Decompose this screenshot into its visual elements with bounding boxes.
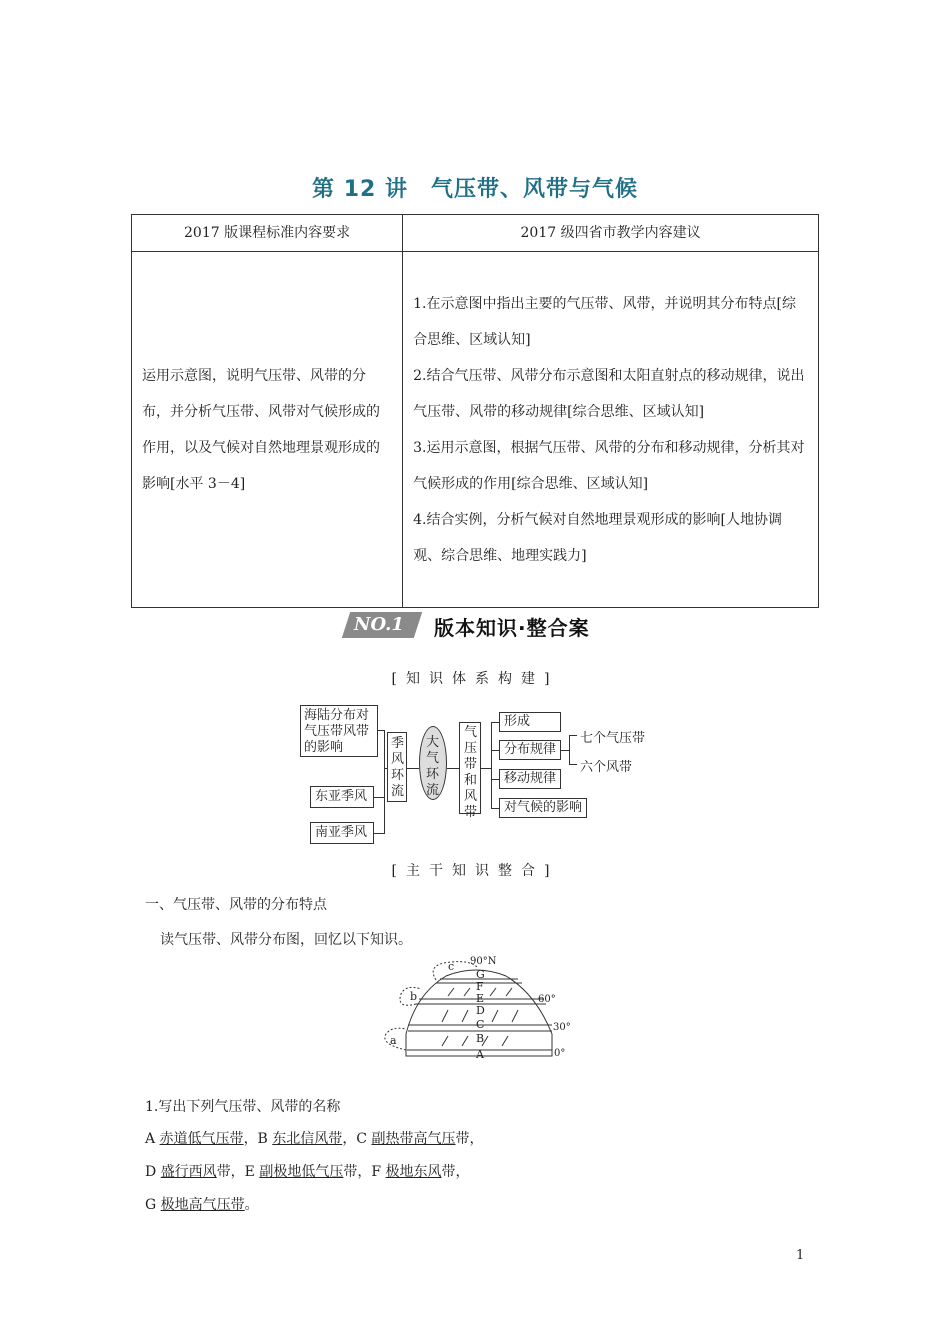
circulation-label: c	[448, 960, 455, 973]
answer-line-3	[145, 1194, 259, 1214]
answer-text: A	[145, 1131, 160, 1147]
answer-text: 带，E	[216, 1164, 260, 1180]
answer-line-2	[145, 1161, 470, 1181]
concept-formation: 形成	[499, 712, 561, 732]
suggestion-item: 4.结合实例，分析气候对自然地理景观形成的影响[人地协调观、综合思维、地理实践力]	[413, 511, 782, 564]
answer-text: 。	[244, 1197, 259, 1213]
belt-letter: F	[476, 980, 484, 993]
concept-east-asia-monsoon: 东亚季风	[310, 786, 374, 808]
answer-text: 带，	[441, 1164, 470, 1180]
answer-blank: 盛行西风	[160, 1164, 217, 1180]
standard-requirement-cell: 运用示意图，说明气压带、风带的分布，并分析气压带、风带对气候形成的作用，以及气候对自然地理景观形成的影响[水平 3－4]	[132, 252, 403, 608]
table-header-left: 2017 版课程标准内容要求	[132, 215, 403, 252]
table-header-right: 2017 级四省市教学内容建议	[403, 215, 819, 252]
answer-blank: 赤道低气压带	[159, 1131, 244, 1147]
circulation-label: a	[390, 1034, 397, 1047]
concept-pressure-wind-belts: 气压带和风带	[459, 722, 481, 814]
page-number: 1	[796, 1248, 805, 1263]
answer-text: ，C	[342, 1131, 372, 1147]
answer-text: G	[145, 1197, 161, 1213]
concept-atmospheric-circulation: 大气环流	[419, 726, 447, 800]
teaching-suggestions-cell	[403, 252, 819, 608]
belt-letter: C	[476, 1018, 485, 1031]
latitude-label: 60°	[538, 994, 556, 1005]
circulation-label: b	[410, 990, 418, 1003]
belt-letter: D	[476, 1004, 485, 1017]
concept-south-asia-monsoon: 南亚季风	[310, 822, 374, 844]
concept-movement-pattern: 移动规律	[499, 769, 561, 789]
question-text: 1.写出下列气压带、风带的名称	[145, 1099, 341, 1115]
latitude-label: 90°N	[470, 956, 497, 967]
answer-blank: 副热带高气压	[371, 1131, 456, 1147]
concept-six-wind-belts: 六个风带	[580, 760, 633, 775]
answer-blank: 极地高气压带	[160, 1197, 245, 1213]
answer-blank: 副极地低气压	[259, 1164, 344, 1180]
section-banner	[342, 608, 622, 642]
section-heading: 一、气压带、风带的分布特点	[145, 897, 327, 913]
concept-monsoon-circulation: 季风环流	[387, 732, 407, 802]
answer-text: 带，F	[343, 1164, 386, 1180]
curriculum-table	[131, 214, 819, 608]
answer-text: ，B	[243, 1131, 273, 1147]
suggestion-item: 3.运用示意图，根据气压带、风带的分布和移动规律，分析其对气候形成的作用[综合思维、区域认知]	[413, 439, 805, 492]
subsection-knowledge-system: [知识体系构建]	[391, 671, 559, 687]
belt-letter: G	[476, 968, 485, 981]
concept-climate-effect: 对气候的影响	[499, 798, 587, 818]
belt-letter: E	[476, 992, 485, 1005]
banner-badge: NO.1	[354, 614, 404, 635]
answer-blank: 东北信风带	[272, 1131, 343, 1147]
belt-letter: A	[476, 1048, 484, 1061]
answer-blank: 极地东风	[385, 1164, 442, 1180]
suggestion-item: 2.结合气压带、风带分布示意图和太阳直射点的移动规律，说出气压带、风带的移动规律[综合思维、区域认知]	[413, 367, 805, 420]
suggestion-item: 1.在示意图中指出主要的气压带、风带，并说明其分布特点[综合思维、区域认知]	[413, 295, 796, 348]
concept-seven-pressure-belts: 七个气压带	[580, 731, 646, 746]
concept-land-sea: 海陆分布对气压带风带的影响	[300, 705, 378, 757]
pressure-wind-belt-diagram	[376, 954, 580, 1062]
page-title: 第 12 讲 气压带、风带与气候	[312, 177, 638, 202]
belt-letter: B	[476, 1032, 485, 1045]
latitude-label: 30°	[553, 1022, 571, 1033]
concept-map	[296, 702, 682, 846]
latitude-label: 0°	[554, 1048, 566, 1059]
banner-title: 版本知识·整合案	[434, 616, 590, 640]
concept-distribution-pattern: 分布规律	[499, 740, 561, 760]
answer-line-1	[145, 1128, 483, 1148]
answer-text: D	[145, 1164, 161, 1180]
subsection-main-knowledge: [主干知识整合]	[391, 863, 559, 879]
instruction-text: 读气压带、风带分布图，回忆以下知识。	[160, 932, 412, 948]
answer-text: 带，	[455, 1131, 484, 1147]
